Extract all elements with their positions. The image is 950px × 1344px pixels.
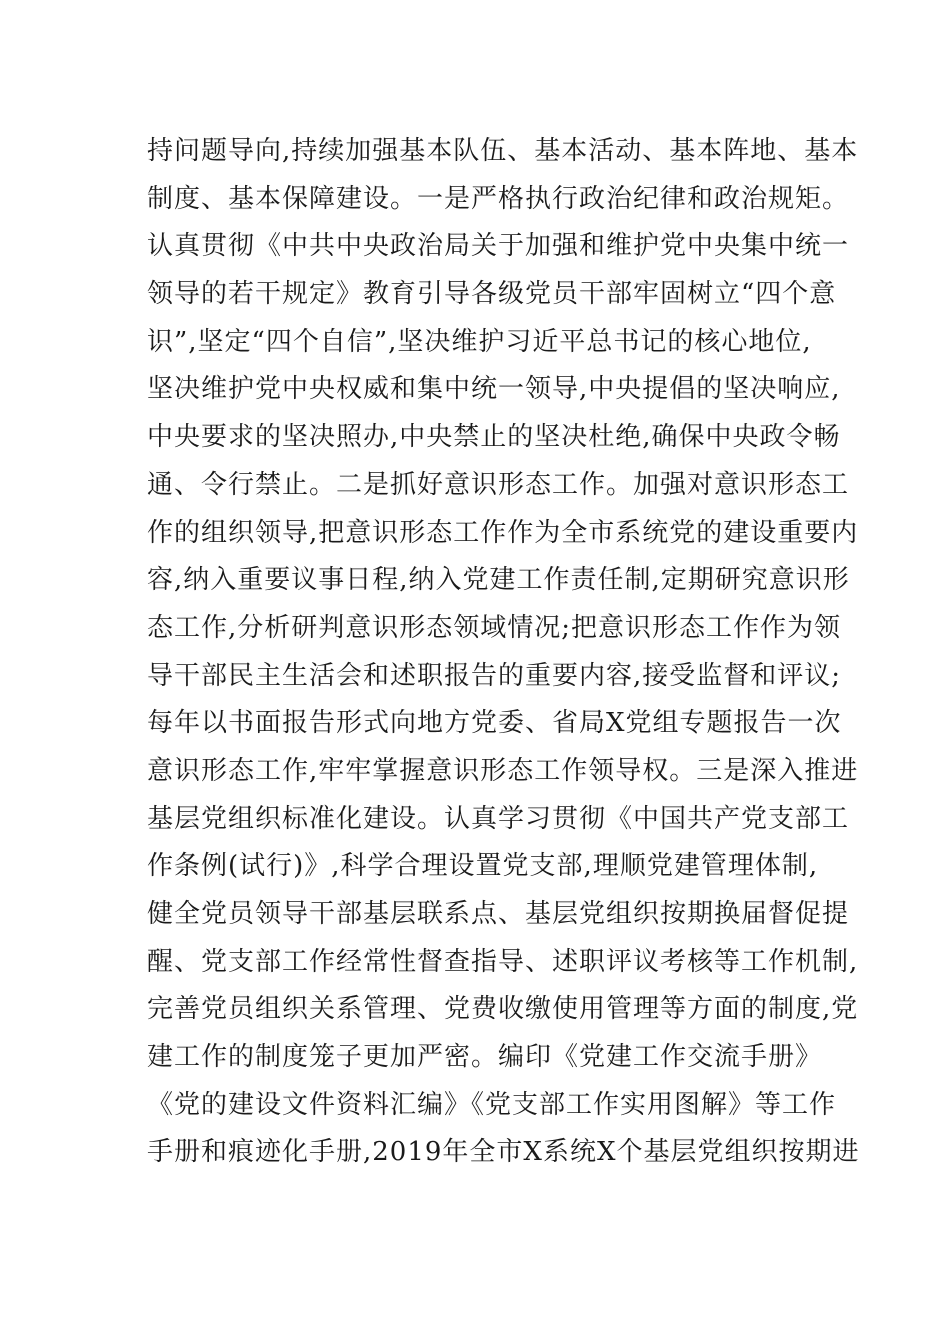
- text-line-17: 健全党员领导干部基层联系点、基层党组织按期换届督促提: [147, 899, 850, 929]
- text-line-4: 领导的若干规定》教育引导各级党员干部牢固树立“四个意: [147, 279, 837, 310]
- text-line-20: 建工作的制度笼子更加严密。编印《党建工作交流手册》: [147, 1042, 823, 1073]
- text-line-8: 通、令行禁止。二是抓好意识形态工作。加强对意识形态工: [147, 469, 850, 500]
- text-line-12: 导干部民主生活会和述职报告的重要内容,接受监督和评议;: [147, 660, 842, 691]
- text-line-14: 意识形态工作,牢牢掌握意识形态工作领导权。三是深入推进: [147, 755, 859, 786]
- text-line-2: 制度、基本保障建设。一是严格执行政治纪律和政治规矩。: [147, 183, 850, 214]
- body-paragraph: [147, 128, 860, 1177]
- text-line-1: 持问题导向,持续加强基本队伍、基本活动、基本阵地、基本: [147, 136, 859, 166]
- text-line-22: 手册和痕迹化手册,2019年全市X系统X个基层党组织按期进: [147, 1137, 860, 1168]
- text-line-13: 每年以书面报告形式向地方党委、省局X党组专题报告一次: [147, 708, 842, 739]
- text-line-3: 认真贯彻《中共中央政治局关于加强和维护党中央集中统一: [147, 231, 850, 262]
- text-line-7: 中央要求的坚决照办,中央禁止的坚决杜绝,确保中央政令畅: [147, 422, 841, 453]
- text-line-9: 作的组织领导,把意识形态工作作为全市系统党的建设重要内: [147, 517, 859, 548]
- text-line-21: 《党的建设文件资料汇编》《党支部工作实用图解》等工作: [147, 1089, 837, 1120]
- text-line-16: 作条例(试行)》,科学合理设置党支部,理顺党建管理体制,: [147, 851, 819, 882]
- text-line-15: 基层党组织标准化建设。认真学习贯彻《中国共产党支部工: [147, 803, 850, 834]
- text-line-19: 完善党员组织关系管理、党费收缴使用管理等方面的制度,党: [147, 994, 859, 1025]
- text-line-18: 醒、党支部工作经常性督查指导、述职评议考核等工作机制,: [147, 946, 859, 977]
- text-line-5: 识”,坚定“四个自信”,坚决维护习近平总书记的核心地位,: [147, 326, 812, 357]
- text-line-6: 坚决维护党中央权威和集中统一领导,中央提倡的坚决响应,: [147, 374, 841, 405]
- text-line-11: 态工作,分析研判意识形态领域情况;把意识形态工作作为领: [147, 612, 842, 643]
- text-line-10: 容,纳入重要议事日程,纳入党建工作责任制,定期研究意识形: [147, 565, 850, 596]
